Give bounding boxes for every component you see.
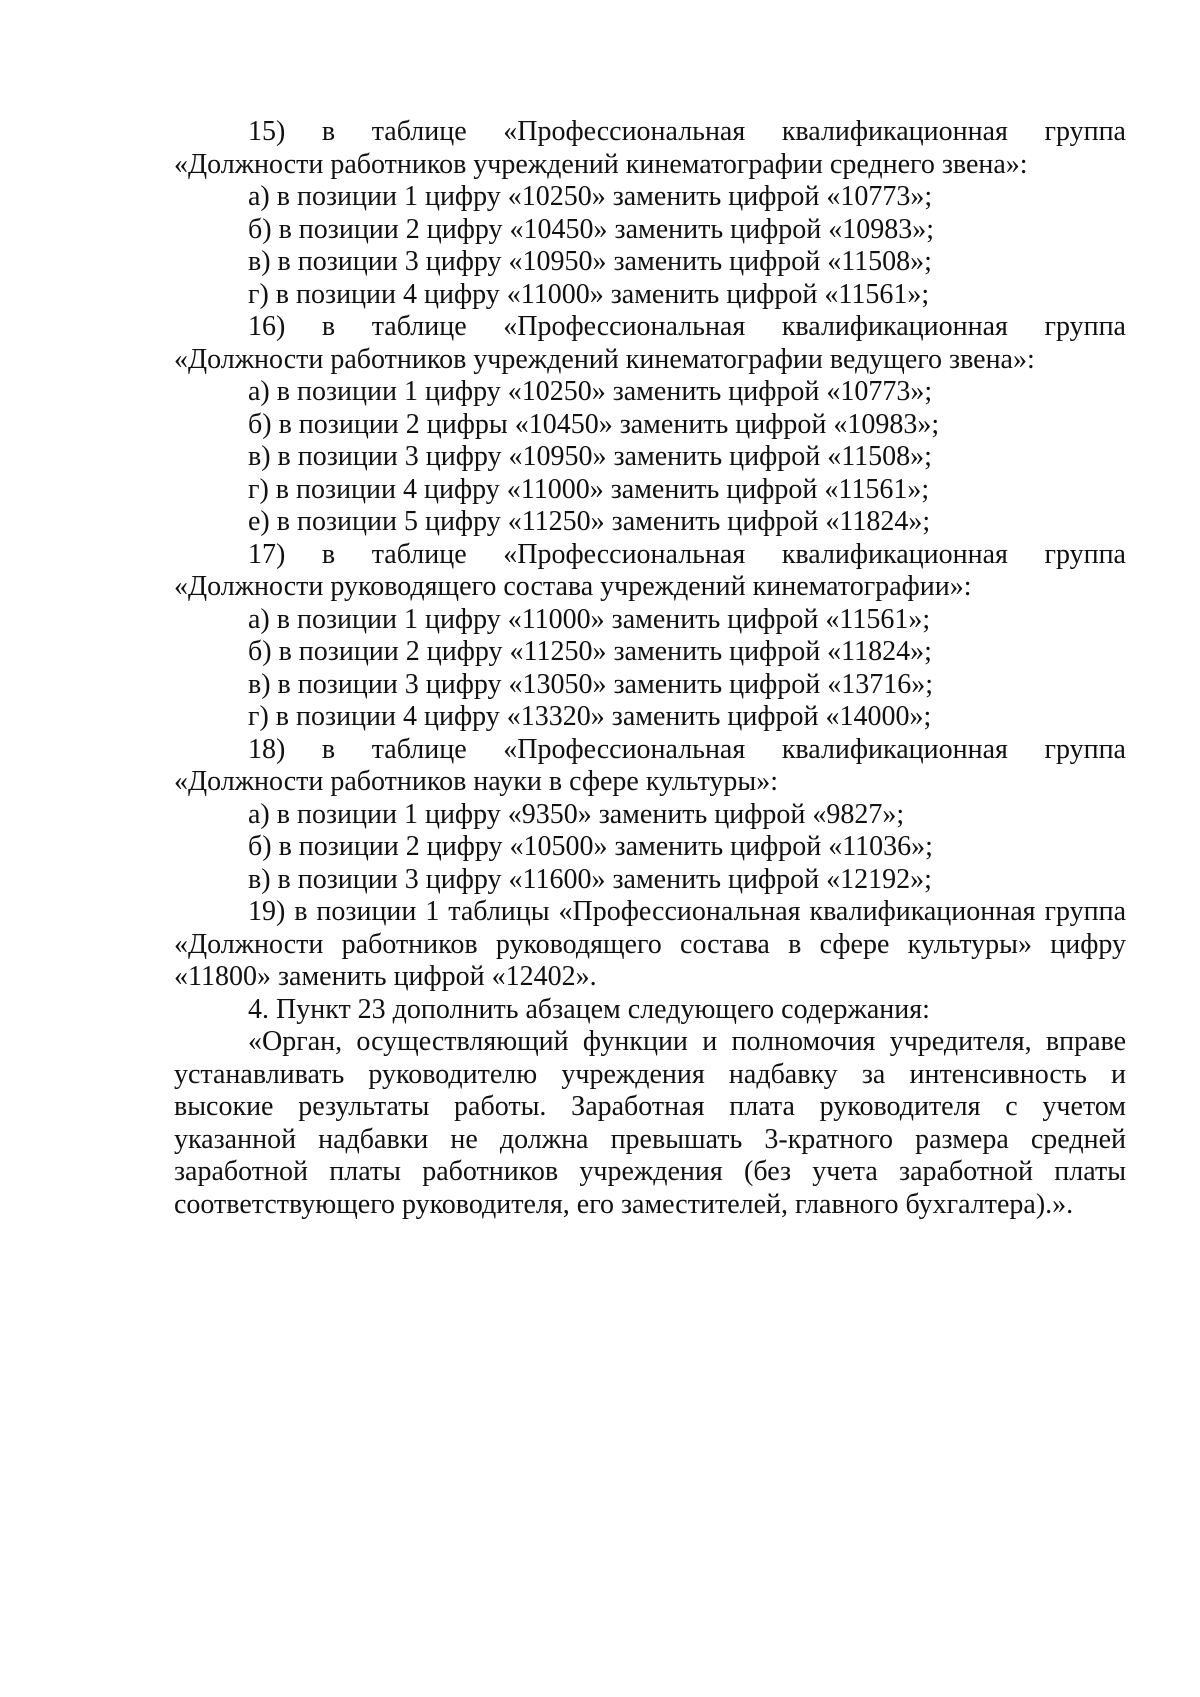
- paragraph-17b: б) в позиции 2 цифру «11250» заменить цифрой «11824»;: [248, 636, 932, 667]
- paragraph-15a: а) в позиции 1 цифру «10250» заменить цифрой «10773»;: [248, 181, 933, 212]
- document-body: [174, 116, 1126, 1221]
- paragraph-18a: а) в позиции 1 цифру «9350» заменить цифрой «9827»;: [248, 798, 905, 830]
- paragraph-17a: а) в позиции 1 цифру «11000» заменить цифрой «11561»;: [248, 603, 931, 635]
- paragraph-18b: б) в позиции 2 цифру «10500» заменить цифрой «11036»;: [248, 831, 933, 862]
- paragraph-item-19: 19) в позиции 1 таблицы «Профессиональная квалификационная группа «Должности работников руководящего состава в сфере культуры» цифру «11800» заменить цифрой «12402».: [174, 896, 1126, 992]
- paragraph-item-18: 18) в таблице «Профессиональная квалификационная группа «Должности работников науки в сфере культуры»:: [174, 733, 1126, 797]
- paragraph-16b: б) в позиции 2 цифры «10450» заменить цифрой «10983»;: [248, 408, 940, 440]
- paragraph-17v: в) в позиции 3 цифру «13050» заменить цифрой «13716»;: [248, 668, 933, 700]
- paragraph-17g: г) в позиции 4 цифру «13320» заменить цифрой «14000»;: [248, 701, 932, 732]
- paragraph-item-16: 16) в таблице «Профессиональная квалификационная группа «Должности работников учреждений кинематографии ведущего звена»:: [174, 311, 1126, 375]
- paragraph-quoted-addition: «Орган, осуществляющий функции и полномочия учредителя, вправе устанавливать руководителю учреждения надбавку за интенсивность и высокие результаты работы. Заработная плата руководителя с учетом указанной надбавки не должна превышать 3-кратного размера средней заработной платы работников учреждения (без учета заработной платы соответствующего руководителя, его заместителей, главного бухгалтера).».: [174, 1026, 1126, 1220]
- paragraph-18v: в) в позиции 3 цифру «11600» заменить цифрой «12192»;: [248, 863, 932, 895]
- paragraph-16g: г) в позиции 4 цифру «11000» заменить цифрой «11561»;: [248, 473, 930, 505]
- paragraph-15g: г) в позиции 4 цифру «11000» заменить цифрой «11561»;: [248, 278, 930, 310]
- paragraph-item-15: 15) в таблице «Профессиональная квалификационная группа «Должности работников учреждений кинематографии среднего звена»:: [174, 116, 1126, 180]
- paragraph-15b: б) в позиции 2 цифру «10450» заменить цифрой «10983»;: [248, 213, 934, 245]
- paragraph-15v: в) в позиции 3 цифру «10950» заменить цифрой «11508»;: [248, 246, 932, 277]
- paragraph-16v: в) в позиции 3 цифру «10950» заменить цифрой «11508»;: [248, 441, 932, 472]
- paragraph-point-4: 4. Пункт 23 дополнить абзацем следующего содержания:: [248, 993, 930, 1025]
- paragraph-16a: а) в позиции 1 цифру «10250» заменить цифрой «10773»;: [248, 376, 933, 407]
- paragraph-item-17: 17) в таблице «Профессиональная квалификационная группа «Должности руководящего состава учреждений кинематографии»:: [174, 538, 1126, 602]
- paragraph-16e: е) в позиции 5 цифру «11250» заменить цифрой «11824»;: [248, 506, 931, 537]
